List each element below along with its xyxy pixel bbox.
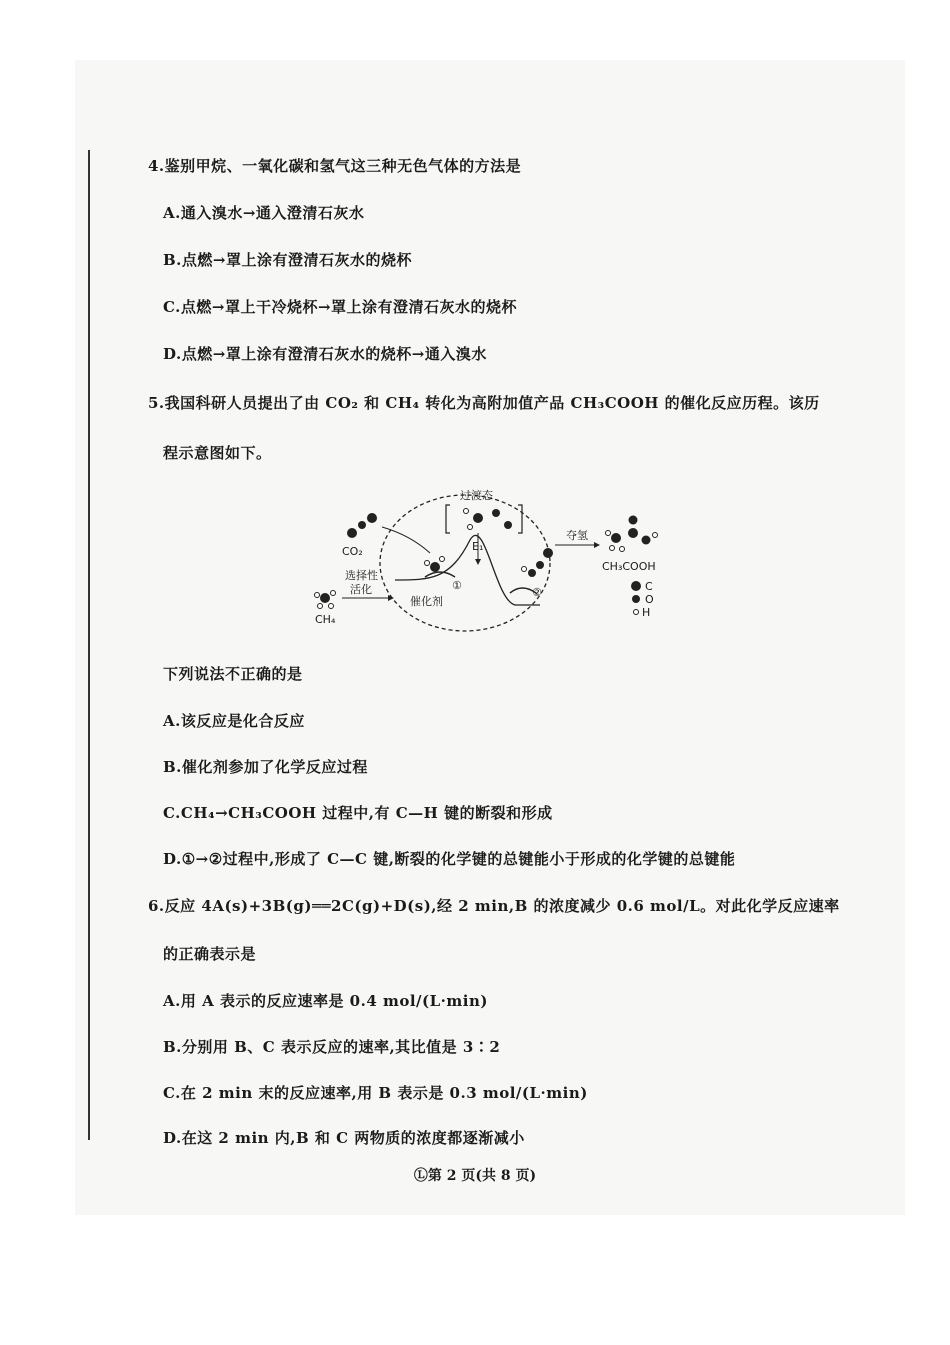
q6-stem-line2: 的正确表示是 [163, 945, 257, 963]
release-arrow-head [594, 542, 600, 548]
q6-option-b: B.分别用 B、C 表示反应的速率,其比值是 3∶2 [163, 1038, 501, 1056]
co2-oxygen-1 [347, 528, 357, 538]
ts-carbon-atom [473, 513, 483, 523]
ts-oxygen-atom-2 [504, 521, 512, 529]
site2-oxygen [536, 561, 544, 569]
reaction-mechanism-diagram [300, 485, 680, 635]
q4-option-b: B.点燃→罩上涂有澄清石灰水的烧杯 [163, 251, 412, 269]
ch4-h-3 [318, 604, 323, 609]
label-release: 夺氢 [566, 529, 588, 542]
ts-hydrogen-atom-2 [468, 525, 473, 530]
site2-carbon [528, 569, 536, 577]
bracket-left [446, 505, 450, 533]
label-transition-state: 过渡态 [460, 489, 493, 502]
q4-stem: 4.鉴别甲烷、一氧化碳和氢气这三种无色气体的方法是 [148, 157, 522, 175]
q6-stem-line1: 6.反应 4A(s)+3B(g)══2C(g)+D(s),经 2 min,B 的浓度减少 0.6 mol/L。对此化学反应速率 [148, 897, 840, 915]
label-step2: ② [532, 586, 542, 599]
legend-oxygen-label: O [645, 593, 654, 606]
catalyst-zone-ellipse [380, 495, 550, 631]
label-activation-2: 活化 [350, 583, 372, 596]
margin-line [88, 150, 90, 1140]
q6-option-d: D.在这 2 min 内,B 和 C 两物质的浓度都逐渐减小 [163, 1129, 525, 1147]
page-footer: Ⓛ第 2 页(共 8 页) [413, 1168, 537, 1184]
product-h-2 [610, 546, 615, 551]
site1-carbon [430, 562, 440, 572]
product-oxygen-1 [629, 516, 638, 525]
label-co2: CO₂ [342, 545, 363, 558]
label-ch4: CH₄ [315, 613, 336, 626]
product-carbon-1 [611, 533, 621, 543]
co2-carbon [358, 521, 366, 529]
product-carbon-2 [628, 528, 638, 538]
legend-carbon-symbol [631, 581, 641, 591]
site1-h-1 [425, 561, 430, 566]
product-oxygen-2 [642, 536, 651, 545]
q5-option-a: A.该反应是化合反应 [163, 712, 305, 730]
q6-option-c: C.在 2 min 末的反应速率,用 B 表示是 0.3 mol/(L·min) [163, 1084, 588, 1102]
site1-h-2 [440, 557, 445, 562]
ch4-h-1 [315, 593, 320, 598]
q4-option-d: D.点燃→罩上涂有澄清石灰水的烧杯→通入溴水 [163, 345, 487, 363]
legend-oxygen-symbol [632, 595, 640, 603]
site2-h [522, 567, 527, 572]
ch4-h-2 [331, 591, 336, 596]
q5-stem-line1: 5.我国科研人员提出了由 CO₂ 和 CH₄ 转化为高附加值产品 CH₃COOH 的催化反应历程。该历 [148, 394, 820, 412]
q5-option-d: D.①→②过程中,形成了 C—C 键,断裂的化学键的总键能小于形成的化学键的总键能 [163, 850, 736, 868]
product-h-3 [620, 547, 625, 552]
bracket-right [518, 505, 522, 533]
q6-option-a: A.用 A 表示的反应速率是 0.4 mol/(L·min) [163, 992, 488, 1010]
q5-option-c: C.CH₄→CH₃COOH 过程中,有 C—H 键的断裂和形成 [163, 804, 553, 822]
ts-oxygen-atom-1 [492, 509, 500, 517]
ts-hydrogen-atom-1 [464, 509, 469, 514]
label-activation: 选择性 [345, 569, 378, 582]
q5-stem-line2: 程示意图如下。 [163, 444, 272, 462]
legend-hydrogen-label: H [642, 606, 651, 619]
label-catalyst: 催化剂 [410, 595, 443, 608]
co2-arrow [382, 527, 430, 553]
ch4-h-4 [329, 604, 334, 609]
legend-hydrogen-symbol [634, 610, 639, 615]
q5-prompt: 下列说法不正确的是 [163, 665, 303, 683]
legend-carbon-label: C [645, 580, 653, 593]
product-h-1 [606, 531, 611, 536]
q4-option-a: A.通入溴水→通入澄清石灰水 [163, 204, 365, 222]
label-product: CH₃COOH [602, 560, 656, 573]
label-step1: ① [452, 579, 462, 592]
co2-oxygen-2 [367, 513, 377, 523]
label-e1: E₁ [472, 540, 484, 553]
q5-option-b: B.催化剂参加了化学反应过程 [163, 758, 368, 776]
site2-oxygen-2 [543, 548, 553, 558]
q4-option-c: C.点燃→罩上干冷烧杯→罩上涂有澄清石灰水的烧杯 [163, 298, 518, 316]
energy-arrow-head [475, 559, 481, 565]
product-h-oh [653, 533, 658, 538]
ch4-carbon [320, 593, 330, 603]
